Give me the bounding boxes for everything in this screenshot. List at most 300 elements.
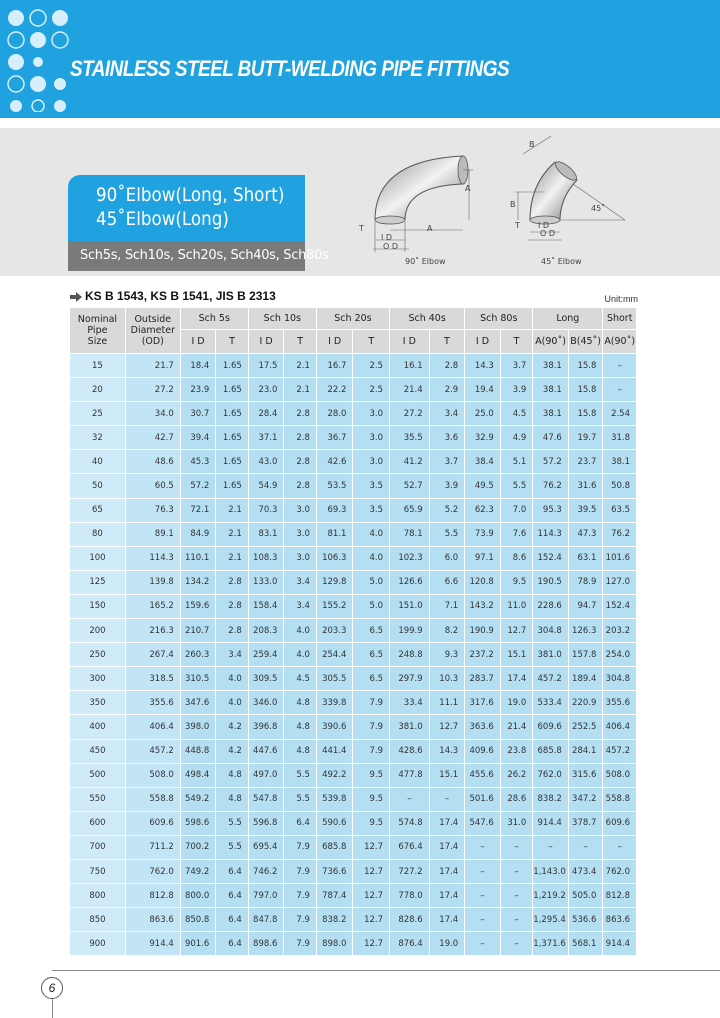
decorative-dots [6, 6, 70, 112]
table-cell: – [429, 787, 465, 811]
table-cell: 208.3 [248, 619, 284, 643]
table-cell: 19.0 [500, 691, 533, 715]
table-cell: 250 [70, 643, 126, 667]
header-sch20s: Sch 20s [316, 308, 389, 330]
table-cell: 120.8 [465, 570, 501, 594]
table-cell: 114.3 [533, 522, 569, 546]
table-cell: 16.7 [316, 354, 353, 378]
table-cell: 4.5 [284, 667, 317, 691]
table-cell: 150 [70, 594, 126, 618]
dimension-label-a-horizontal: A [427, 224, 433, 233]
table-cell: 45.3 [180, 450, 216, 474]
table-row [70, 450, 637, 474]
table-cell: 497.0 [248, 763, 284, 787]
table-cell: 812.8 [125, 884, 180, 908]
table-cell: – [465, 884, 501, 908]
table-cell: 283.7 [465, 667, 501, 691]
table-cell: 797.0 [248, 884, 284, 908]
table-cell: 5.5 [284, 787, 317, 811]
table-cell: 315.6 [568, 763, 603, 787]
table-cell: 711.2 [125, 835, 180, 859]
table-cell: 3.4 [216, 643, 249, 667]
table-cell: 38.4 [465, 450, 501, 474]
table-cell: 2.8 [429, 354, 465, 378]
table-cell: 500 [70, 763, 126, 787]
table-row [70, 811, 637, 835]
table-cell: 2.8 [284, 474, 317, 498]
table-cell: 5.1 [500, 450, 533, 474]
table-cell: 22.2 [316, 378, 353, 402]
table-cell: 398.0 [180, 715, 216, 739]
table-cell: 97.1 [465, 546, 501, 570]
table-cell: 126.6 [390, 570, 430, 594]
table-cell: 26.2 [500, 763, 533, 787]
table-cell: – [603, 354, 637, 378]
table-cell: 12.7 [429, 715, 465, 739]
table-cell: 5.5 [500, 474, 533, 498]
table-cell: 746.2 [248, 859, 284, 883]
subheader-id: I D [180, 330, 216, 354]
table-cell: 850 [70, 908, 126, 932]
table-cell: 248.8 [390, 643, 430, 667]
table-cell: 406.4 [603, 715, 637, 739]
table-cell: 2.8 [284, 402, 317, 426]
table-cell: 390.6 [316, 715, 353, 739]
table-cell: 203.2 [603, 619, 637, 643]
table-cell: 152.4 [603, 594, 637, 618]
table-cell: 6.5 [353, 643, 390, 667]
table-cell: 3.4 [429, 402, 465, 426]
table-cell: 19.4 [465, 378, 501, 402]
table-cell: 15.1 [500, 643, 533, 667]
footer-tick [52, 999, 53, 1018]
dimension-label-t-45: T [515, 221, 520, 230]
table-cell: 1,371.6 [533, 932, 569, 956]
table-cell: 8.6 [500, 546, 533, 570]
table-cell: 12.7 [353, 932, 390, 956]
table-cell: 7.9 [284, 859, 317, 883]
table-cell: 2.5 [353, 354, 390, 378]
table-cell: 259.4 [248, 643, 284, 667]
table-cell: 828.6 [390, 908, 430, 932]
table-cell: – [533, 835, 569, 859]
table-cell: 2.8 [284, 450, 317, 474]
table-cell: 609.6 [603, 811, 637, 835]
table-cell: 3.0 [353, 402, 390, 426]
table-cell: 539.8 [316, 787, 353, 811]
table-cell: 23.9 [180, 378, 216, 402]
table-cell: 2.8 [216, 570, 249, 594]
table-cell: 381.0 [390, 715, 430, 739]
table-cell: 38.1 [533, 378, 569, 402]
table-cell: 5.5 [284, 763, 317, 787]
dimension-label-id-45: I D [538, 221, 550, 230]
table-cell: 700 [70, 835, 126, 859]
table-cell: 8.2 [429, 619, 465, 643]
table-cell: 49.5 [465, 474, 501, 498]
table-cell: 129.8 [316, 570, 353, 594]
table-row [70, 884, 637, 908]
table-cell: 108.3 [248, 546, 284, 570]
table-cell: 21.4 [390, 378, 430, 402]
table-cell: 898.6 [248, 932, 284, 956]
table-body [70, 354, 637, 956]
table-row [70, 354, 637, 378]
page-number: 6 [41, 977, 63, 999]
table-cell: 254.4 [316, 643, 353, 667]
table-cell: 441.4 [316, 739, 353, 763]
table-cell: 533.4 [533, 691, 569, 715]
table-cell: 5.5 [216, 811, 249, 835]
table-cell: 14.3 [465, 354, 501, 378]
table-cell: 5.0 [353, 594, 390, 618]
table-cell: 69.3 [316, 498, 353, 522]
table-cell: 39.5 [568, 498, 603, 522]
table-cell: 81.1 [316, 522, 353, 546]
table-cell: 6.4 [216, 932, 249, 956]
table-cell: 4.0 [216, 667, 249, 691]
table-cell: 38.1 [533, 354, 569, 378]
table-cell: 6.6 [429, 570, 465, 594]
table-cell: 749.2 [180, 859, 216, 883]
table-cell: 20 [70, 378, 126, 402]
table-cell: 4.0 [284, 643, 317, 667]
table-row [70, 378, 637, 402]
table-cell: 9.3 [429, 643, 465, 667]
table-cell: 590.6 [316, 811, 353, 835]
table-cell: 28.0 [316, 402, 353, 426]
table-cell: 35.5 [390, 426, 430, 450]
table-row [70, 546, 637, 570]
table-cell: 4.2 [216, 715, 249, 739]
table-cell: 260.3 [180, 643, 216, 667]
table-cell: 736.6 [316, 859, 353, 883]
subheader-t: T [216, 330, 249, 354]
table-cell: 800.0 [180, 884, 216, 908]
subheader-id: I D [390, 330, 430, 354]
table-cell: 558.8 [603, 787, 637, 811]
table-cell: 550 [70, 787, 126, 811]
table-cell: 17.4 [429, 884, 465, 908]
table-cell: 450 [70, 739, 126, 763]
table-row [70, 763, 637, 787]
table-cell: 3.0 [284, 498, 317, 522]
table-cell: 3.0 [284, 522, 317, 546]
table-cell: – [500, 932, 533, 956]
table-cell: 7.1 [429, 594, 465, 618]
subheader-id: I D [316, 330, 353, 354]
table-cell: 2.1 [284, 354, 317, 378]
table-cell: 3.0 [284, 546, 317, 570]
table-cell: 318.5 [125, 667, 180, 691]
table-cell: 3.4 [284, 570, 317, 594]
table-cell: 428.6 [390, 739, 430, 763]
header-outside-diameter: Outside Diameter (OD) [125, 308, 180, 354]
table-cell: 447.6 [248, 739, 284, 763]
table-cell: 5.0 [353, 570, 390, 594]
table-cell: 7.6 [500, 522, 533, 546]
table-cell: – [603, 835, 637, 859]
table-cell: 350 [70, 691, 126, 715]
table-cell: 32.9 [465, 426, 501, 450]
table-cell: – [465, 835, 501, 859]
table-cell: 2.1 [216, 522, 249, 546]
table-cell: 6.4 [216, 884, 249, 908]
table-row [70, 859, 637, 883]
table-cell: 57.2 [533, 450, 569, 474]
table-cell: 1.65 [216, 354, 249, 378]
dimension-label-a-vertical: A [465, 184, 471, 193]
table-row [70, 498, 637, 522]
table-cell: 4.8 [284, 715, 317, 739]
table-cell: 498.4 [180, 763, 216, 787]
table-cell: 547.8 [248, 787, 284, 811]
table-cell: 762.0 [603, 859, 637, 883]
elbow-drawings [355, 132, 655, 272]
table-cell: 7.9 [353, 715, 390, 739]
caption-45-elbow: 45˚ Elbow [541, 257, 582, 266]
table-cell: 37.1 [248, 426, 284, 450]
table-cell: 38.1 [533, 402, 569, 426]
table-cell: 2.8 [216, 594, 249, 618]
table-cell: 76.2 [603, 522, 637, 546]
elbow-45-drawing [515, 136, 625, 240]
table-cell: 83.1 [248, 522, 284, 546]
table-cell: 199.9 [390, 619, 430, 643]
table-cell: 73.9 [465, 522, 501, 546]
dimension-label-angle: 45˚ [591, 204, 606, 213]
table-cell: 12.7 [353, 884, 390, 908]
table-cell: 3.9 [429, 474, 465, 498]
product-title-panel [68, 175, 305, 241]
table-cell: 847.8 [248, 908, 284, 932]
subheader-b45-long: B(45˚) [568, 330, 603, 354]
table-cell: 4.0 [353, 546, 390, 570]
table-cell: 409.6 [465, 739, 501, 763]
schedule-list: Sch5s, Sch10s, Sch20s, Sch40s, Sch80s [68, 241, 305, 271]
table-cell: 3.0 [353, 450, 390, 474]
table-cell: 355.6 [125, 691, 180, 715]
table-row [70, 522, 637, 546]
table-cell: 558.8 [125, 787, 180, 811]
table-cell: 100 [70, 546, 126, 570]
table-cell: 284.1 [568, 739, 603, 763]
table-cell: 2.5 [353, 378, 390, 402]
table-cell: 4.8 [216, 763, 249, 787]
table-cell: 228.6 [533, 594, 569, 618]
table-cell: 47.6 [533, 426, 569, 450]
table-cell: 15.1 [429, 763, 465, 787]
table-cell: 19.7 [568, 426, 603, 450]
table-cell: 31.6 [568, 474, 603, 498]
table-cell: 4.2 [216, 739, 249, 763]
table-cell: 159.6 [180, 594, 216, 618]
dimension-label-b-side: B [510, 200, 516, 209]
table-cell: 1,219.2 [533, 884, 569, 908]
table-cell: 800 [70, 884, 126, 908]
table-cell: 76.2 [533, 474, 569, 498]
table-cell: 33.4 [390, 691, 430, 715]
table-cell: 139.8 [125, 570, 180, 594]
table-cell: 609.6 [125, 811, 180, 835]
table-cell: 114.3 [125, 546, 180, 570]
table-cell: 95.3 [533, 498, 569, 522]
table-cell: 216.3 [125, 619, 180, 643]
table-cell: 4.8 [284, 739, 317, 763]
table-row [70, 787, 637, 811]
subheader-t: T [353, 330, 390, 354]
product-line-45-elbow: 45˚Elbow(Long) [96, 208, 229, 230]
table-cell: 1.65 [216, 402, 249, 426]
table-cell: 727.2 [390, 859, 430, 883]
table-cell: 125 [70, 570, 126, 594]
table-cell: 695.4 [248, 835, 284, 859]
table-cell: 750 [70, 859, 126, 883]
table-cell: 501.6 [465, 787, 501, 811]
table-cell: 309.5 [248, 667, 284, 691]
table-cell: 38.1 [603, 450, 637, 474]
table-cell: 381.0 [533, 643, 569, 667]
table-cell: 23.0 [248, 378, 284, 402]
table-cell: 102.3 [390, 546, 430, 570]
page-title: STAINLESS STEEL BUTT-WELDING PIPE FITTINGS [70, 56, 510, 81]
table-cell: 78.9 [568, 570, 603, 594]
table-cell: 190.5 [533, 570, 569, 594]
table-cell: 54.9 [248, 474, 284, 498]
table-cell: 31.0 [500, 811, 533, 835]
table-cell: 477.8 [390, 763, 430, 787]
table-cell: 62.3 [465, 498, 501, 522]
table-cell: 19.0 [429, 932, 465, 956]
arrow-right-icon [70, 291, 82, 303]
table-cell: 9.5 [353, 763, 390, 787]
subheader-t: T [500, 330, 533, 354]
table-cell: 347.2 [568, 787, 603, 811]
table-cell: 76.3 [125, 498, 180, 522]
table-cell: 7.0 [500, 498, 533, 522]
subheader-id: I D [248, 330, 284, 354]
table-row [70, 426, 637, 450]
table-cell: 898.0 [316, 932, 353, 956]
table-cell: 2.1 [216, 546, 249, 570]
header-long: Long [533, 308, 603, 330]
table-cell: – [390, 787, 430, 811]
elbow-diagrams [355, 132, 655, 272]
table-cell: 11.1 [429, 691, 465, 715]
table-cell: 17.4 [429, 859, 465, 883]
table-cell: 7.9 [284, 884, 317, 908]
table-cell: 157.8 [568, 643, 603, 667]
table-row [70, 667, 637, 691]
table-row [70, 619, 637, 643]
table-cell: 3.4 [284, 594, 317, 618]
table-cell: 492.2 [316, 763, 353, 787]
table-cell: 685.8 [533, 739, 569, 763]
table-cell: 78.1 [390, 522, 430, 546]
table-cell: 41.2 [390, 450, 430, 474]
table-cell: 457.2 [603, 739, 637, 763]
table-cell: 25.0 [465, 402, 501, 426]
table-cell: 609.6 [533, 715, 569, 739]
table-cell: 28.6 [500, 787, 533, 811]
table-cell: 40 [70, 450, 126, 474]
page-header [0, 0, 720, 118]
table-cell: 17.4 [500, 667, 533, 691]
table-cell: 2.8 [284, 426, 317, 450]
subheader-t: T [284, 330, 317, 354]
table-cell: 508.0 [603, 763, 637, 787]
table-cell: 574.8 [390, 811, 430, 835]
table-cell: 43.0 [248, 450, 284, 474]
table-cell: 23.8 [500, 739, 533, 763]
table-cell: 900 [70, 932, 126, 956]
table-cell: 10.3 [429, 667, 465, 691]
table-cell: 901.6 [180, 932, 216, 956]
table-cell: 133.0 [248, 570, 284, 594]
header-sch80s: Sch 80s [465, 308, 533, 330]
table-cell: 400 [70, 715, 126, 739]
table-cell: – [500, 884, 533, 908]
table-cell: 237.2 [465, 643, 501, 667]
table-cell: 151.0 [390, 594, 430, 618]
standards-label: KS B 1543, KS B 1541, JIS B 2313 [85, 289, 276, 303]
table-cell: 700.2 [180, 835, 216, 859]
table-cell: 101.6 [603, 546, 637, 570]
table-cell: 143.2 [465, 594, 501, 618]
table-cell: 17.4 [429, 811, 465, 835]
table-cell: 568.1 [568, 932, 603, 956]
table-cell: 876.4 [390, 932, 430, 956]
table-cell: 12.7 [353, 835, 390, 859]
dimension-label-id-90: I D [381, 233, 393, 242]
table-cell: 310.5 [180, 667, 216, 691]
table-cell: 80 [70, 522, 126, 546]
table-cell: 3.0 [353, 426, 390, 450]
table-cell: 914.4 [125, 932, 180, 956]
table-cell: 89.1 [125, 522, 180, 546]
table-cell: 4.8 [216, 787, 249, 811]
table-cell: 34.0 [125, 402, 180, 426]
dimension-label-t-90: T [359, 224, 364, 233]
table-cell: 838.2 [316, 908, 353, 932]
table-cell: 127.0 [603, 570, 637, 594]
table-cell: 473.4 [568, 859, 603, 883]
table-cell: 406.4 [125, 715, 180, 739]
table-row [70, 570, 637, 594]
table-cell: 1.65 [216, 450, 249, 474]
header-short: Short [603, 308, 637, 330]
table-cell: 457.2 [125, 739, 180, 763]
dimension-label-od-45: O D [540, 229, 555, 238]
table-cell: 47.3 [568, 522, 603, 546]
table-cell: 455.6 [465, 763, 501, 787]
table-cell: 3.5 [353, 498, 390, 522]
table-cell: 63.1 [568, 546, 603, 570]
table-cell: 42.7 [125, 426, 180, 450]
header-nominal-pipe-size: Nominal Pipe Size [70, 308, 126, 354]
table-cell: 165.2 [125, 594, 180, 618]
table-cell: 7.9 [284, 908, 317, 932]
table-cell: 339.8 [316, 691, 353, 715]
table-cell: 778.0 [390, 884, 430, 908]
table-cell: 304.8 [603, 667, 637, 691]
table-row [70, 739, 637, 763]
table-cell: 9.5 [353, 787, 390, 811]
product-box [68, 175, 329, 271]
table-cell: 3.9 [500, 378, 533, 402]
subheader-a90-short: A(90˚) [603, 330, 637, 354]
table-cell: 152.4 [533, 546, 569, 570]
